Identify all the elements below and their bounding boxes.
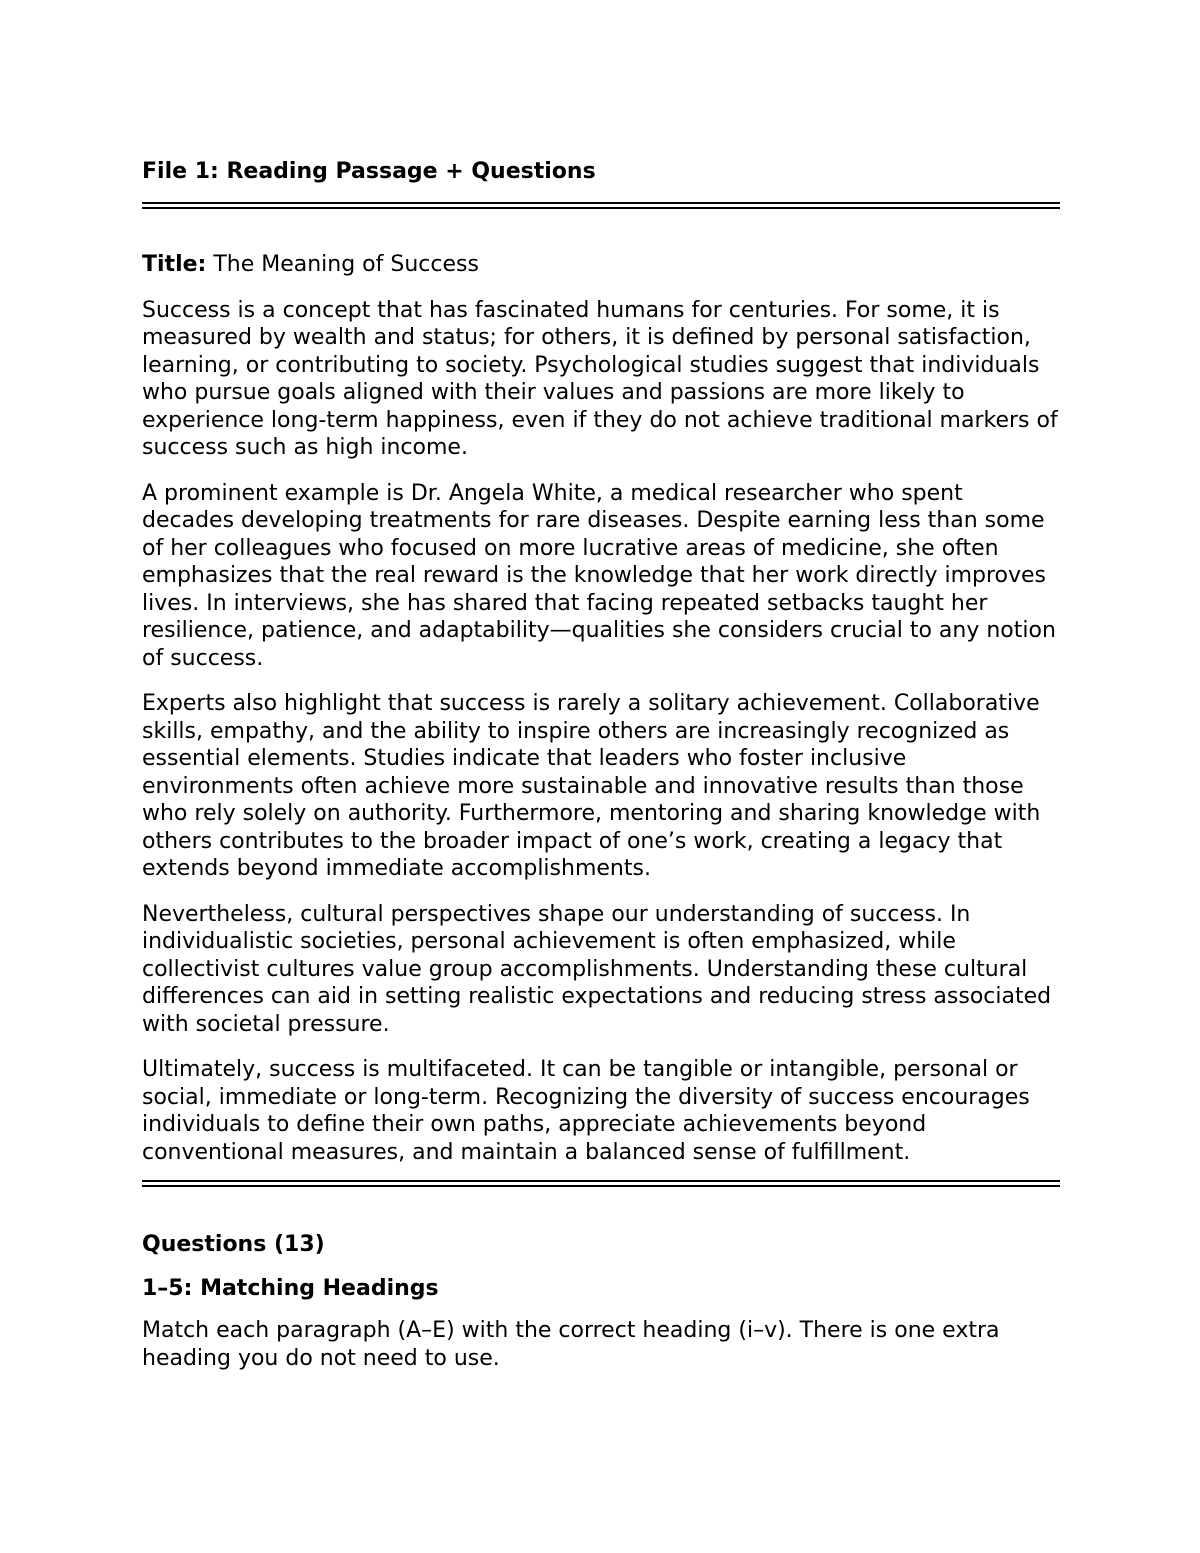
paragraph-2: A prominent example is Dr. Angela White, a medical researcher who spent decades developing treatments for rare diseases. Despite earning less than some of her colleagues who focused on more lucrative areas of medicine, she often emphasizes that the real reward is the knowledge that her work directly improves lives. In interviews, she has shared that facing repeated setbacks taught her resilience, patience, and adaptability—qualities she considers crucial to any notion of success. <box>142 480 1056 671</box>
section-heading: 1–5: Matching Headings <box>142 1276 439 1301</box>
double-rule-bottom <box>142 1180 1060 1187</box>
title-label: Title: <box>142 252 207 277</box>
questions-heading: Questions (13) <box>142 1232 325 1257</box>
paragraph-5: Ultimately, success is multifaceted. It can be tangible or intangible, personal or social, immediate or long-term. Recognizing the diversity of success encourages individuals to define their own paths, appreciate achievements beyond conventional measures, and maintain a balanced sense of fulfillment. <box>142 1057 1030 1165</box>
double-rule-top <box>142 202 1060 209</box>
title-value: The Meaning of Success <box>206 252 479 277</box>
paragraph-1: Success is a concept that has fascinated humans for centuries. For some, it is measured by wealth and status; for others, it is defined by personal satisfaction, learning, or contributing to society. Psychological studies suggest that individuals who pursue goals aligned with their values and passions are more likely to experience long-term happiness, even if they do not achieve traditional markers of success such as high income. <box>142 297 1058 460</box>
instructions-text: Match each paragraph (A–E) with the correct heading (i–v). There is one extra heading you do not need to use. <box>142 1318 1000 1371</box>
file-heading: File 1: Reading Passage + Questions <box>142 159 596 184</box>
paragraph-3: Experts also highlight that success is rarely a solitary achievement. Collaborative skills, empathy, and the ability to inspire others are increasingly recognized as essential elements. Studies indicate that leaders who foster inclusive environments often achieve more sustainable and innovative results than those who rely solely on authority. Furthermore, mentoring and sharing knowledge with others contributes to the broader impact of one’s work, creating a legacy that extends beyond immediate accomplishments. <box>142 691 1041 881</box>
document-page <box>142 156 1060 1390</box>
passage-title <box>142 251 1060 279</box>
paragraph-4: Nevertheless, cultural perspectives shape our understanding of success. In individualistic societies, personal achievement is often emphasized, while collectivist cultures value group accomplishments. Understanding these cultural differences can aid in setting realistic expectations and reducing stress associated with societal pressure. <box>142 901 1052 1037</box>
